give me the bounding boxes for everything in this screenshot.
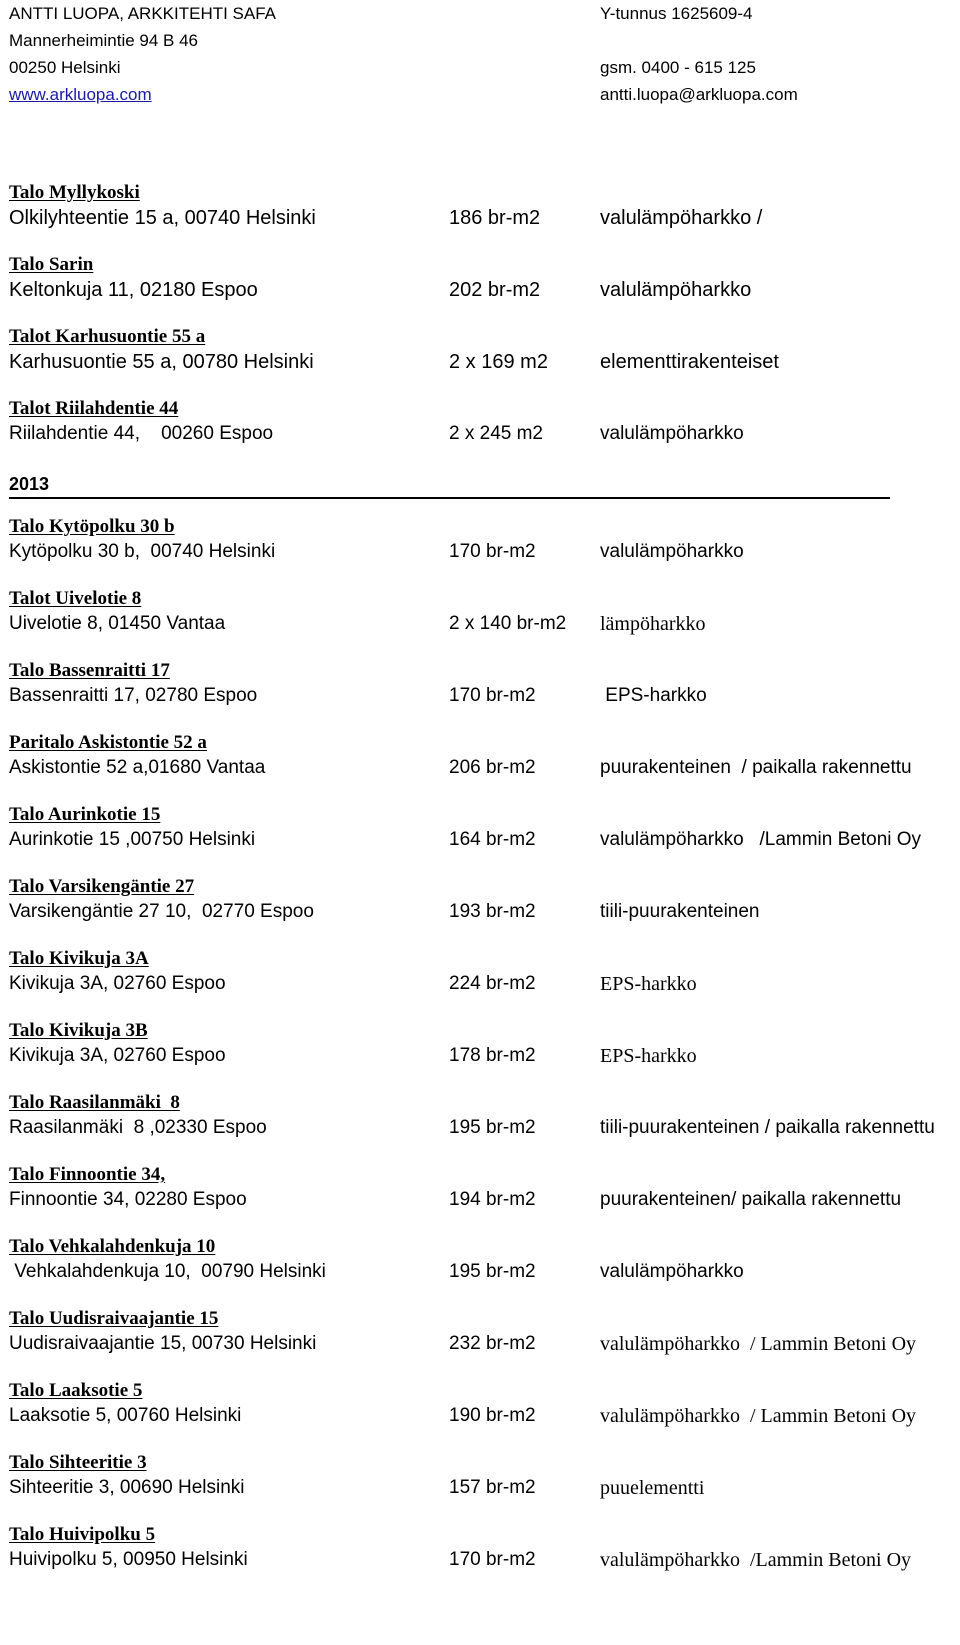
project-title: Talo Laaksotie 5 (9, 1380, 143, 1401)
project-title: Talo Sarin (9, 254, 94, 275)
project-entry (9, 182, 954, 254)
project-address: Kivikuja 3A, 02760 Espoo (9, 973, 226, 994)
project-list (9, 182, 954, 1596)
project-title: Talo Bassenraitti 17 (9, 660, 170, 681)
project-entry (9, 732, 954, 804)
project-title: Talo Uudisraivaajantie 15 (9, 1308, 219, 1329)
project-area: 164 br-m2 (449, 829, 536, 850)
company-name: ANTTI LUOPA, ARKKITEHTI SAFA (9, 4, 277, 23)
project-material: elementtirakenteiset (600, 351, 779, 373)
project-address: Varsikengäntie 27 10, 02770 Espoo (9, 901, 314, 922)
project-entry (9, 1308, 954, 1380)
street-address: Mannerheimintie 94 B 46 (9, 31, 199, 50)
project-material: valulämpöharkko / Lammin Betoni Oy (600, 1405, 917, 1427)
project-title: Paritalo Askistontie 52 a (9, 732, 207, 753)
project-material: tiili-puurakenteinen / paikalla rakennettu (600, 1117, 935, 1138)
project-area: 193 br-m2 (449, 901, 536, 922)
project-material: EPS-harkko (600, 1045, 697, 1067)
project-title: Talo Huivipolku 5 (9, 1524, 156, 1545)
project-entry (9, 1092, 954, 1164)
project-material: puuelementti (600, 1477, 705, 1499)
project-address: Laaksotie 5, 00760 Helsinki (9, 1405, 242, 1426)
project-area: 170 br-m2 (449, 685, 536, 706)
project-title: Talo Vehkalahdenkuja 10 (9, 1236, 216, 1257)
project-material: valulämpöharkko / (600, 207, 763, 229)
project-address: Kivikuja 3A, 02760 Espoo (9, 1045, 226, 1066)
postal-address: 00250 Helsinki (9, 58, 121, 77)
project-area: 232 br-m2 (449, 1333, 536, 1354)
project-entry (9, 1020, 954, 1092)
project-entry (9, 876, 954, 948)
project-material: puurakenteinen / paikalla rakennettu (600, 757, 912, 778)
project-title: Talo Kytöpolku 30 b (9, 516, 175, 537)
project-entry (9, 326, 954, 398)
project-area: 2 x 140 br-m2 (449, 613, 567, 634)
project-entry (9, 1452, 954, 1524)
project-area: 202 br-m2 (449, 279, 541, 301)
project-title: Talo Raasilanmäki 8 (9, 1092, 180, 1113)
project-title: Talo Varsikengäntie 27 (9, 876, 195, 897)
project-material: EPS-harkko (600, 685, 707, 706)
project-area: 186 br-m2 (449, 207, 541, 229)
project-address: Sihteeritie 3, 00690 Helsinki (9, 1477, 245, 1498)
project-entry (9, 948, 954, 1020)
project-entry (9, 254, 954, 326)
project-area: 195 br-m2 (449, 1117, 536, 1138)
project-title: Talot Karhusuontie 55 a (9, 326, 206, 347)
project-area: 206 br-m2 (449, 757, 536, 778)
project-material: puurakenteinen/ paikalla rakennettu (600, 1189, 902, 1210)
project-area: 2 x 169 m2 (449, 351, 548, 373)
project-address: Olkilyhteentie 15 a, 00740 Helsinki (9, 207, 316, 229)
project-entry (9, 660, 954, 732)
project-material: valulämpöharkko (600, 1261, 744, 1282)
project-title: Talo Myllykoski (9, 182, 140, 203)
project-area: 157 br-m2 (449, 1477, 536, 1498)
project-area: 170 br-m2 (449, 1549, 536, 1570)
project-entry (9, 516, 954, 588)
project-address: Uudisraivaajantie 15, 00730 Helsinki (9, 1333, 317, 1354)
section-divider (9, 497, 890, 499)
business-id: Y-tunnus 1625609-4 (600, 4, 753, 23)
project-title: Talo Kivikuja 3A (9, 948, 149, 969)
project-material: valulämpöharkko (600, 541, 744, 562)
project-material: valulämpöharkko /Lammin Betoni Oy (600, 829, 922, 850)
phone-number: gsm. 0400 - 615 125 (600, 58, 756, 77)
project-address: Askistontie 52 a,01680 Vantaa (9, 757, 266, 778)
project-title: Talot Uivelotie 8 (9, 588, 142, 609)
project-address: Keltonkuja 11, 02180 Espoo (9, 279, 258, 301)
project-title: Talo Kivikuja 3B (9, 1020, 148, 1041)
project-entry (9, 588, 954, 660)
project-address: Aurinkotie 15 ,00750 Helsinki (9, 829, 256, 850)
project-material: valulämpöharkko (600, 279, 752, 301)
website-link[interactable]: www.arkluopa.com (9, 85, 152, 104)
project-material: valulämpöharkko (600, 423, 744, 444)
email-address: antti.luopa@arkluopa.com (600, 85, 798, 104)
project-area: 170 br-m2 (449, 541, 536, 562)
project-title: Talo Aurinkotie 15 (9, 804, 161, 825)
project-address: Raasilanmäki 8 ,02330 Espoo (9, 1117, 267, 1138)
project-area: 2 x 245 m2 (449, 423, 543, 444)
project-address: Kytöpolku 30 b, 00740 Helsinki (9, 541, 276, 562)
project-area: 195 br-m2 (449, 1261, 536, 1282)
project-material: tiili-puurakenteinen (600, 901, 760, 922)
project-entry (9, 1164, 954, 1236)
project-address: Vehkalahdenkuja 10, 00790 Helsinki (9, 1261, 326, 1282)
year-section-header (9, 470, 954, 516)
project-area: 190 br-m2 (449, 1405, 536, 1426)
project-address: Huivipolku 5, 00950 Helsinki (9, 1549, 248, 1570)
project-area: 178 br-m2 (449, 1045, 536, 1066)
project-entry (9, 804, 954, 876)
project-material: valulämpöharkko / Lammin Betoni Oy (600, 1333, 917, 1355)
project-entry (9, 398, 954, 470)
project-entry (9, 1380, 954, 1452)
project-entry (9, 1236, 954, 1308)
project-area: 194 br-m2 (449, 1189, 536, 1210)
project-address: Karhusuontie 55 a, 00780 Helsinki (9, 351, 314, 373)
project-address: Riilahdentie 44, 00260 Espoo (9, 423, 274, 444)
project-address: Bassenraitti 17, 02780 Espoo (9, 685, 258, 706)
project-address: Finnoontie 34, 02280 Espoo (9, 1189, 247, 1210)
project-address: Uivelotie 8, 01450 Vantaa (9, 613, 226, 634)
letterhead (9, 0, 949, 108)
project-title: Talot Riilahdentie 44 (9, 398, 179, 419)
project-material: lämpöharkko (600, 613, 706, 635)
project-title: Talo Sihteeritie 3 (9, 1452, 147, 1473)
project-title: Talo Finnoontie 34, (9, 1164, 166, 1185)
year-label: 2013 (9, 474, 50, 494)
project-material: EPS-harkko (600, 973, 697, 995)
project-area: 224 br-m2 (449, 973, 536, 994)
project-entry (9, 1524, 954, 1596)
project-material: valulämpöharkko /Lammin Betoni Oy (600, 1549, 912, 1571)
